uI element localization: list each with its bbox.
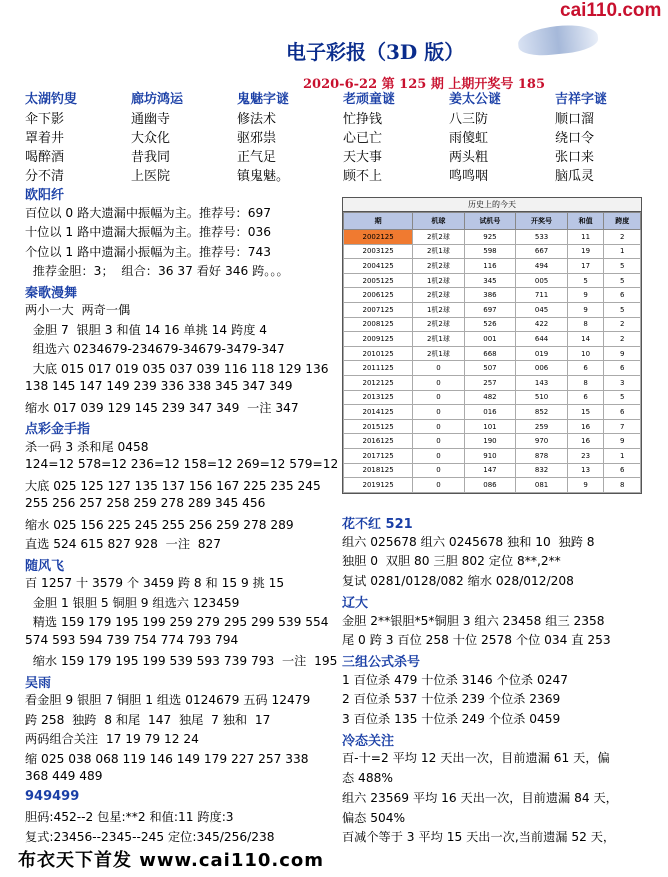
table-cell: 2机1球 <box>413 332 464 347</box>
riddle-item: 伞下影 <box>25 112 65 127</box>
table-cell: 925 <box>464 230 516 245</box>
table-cell: 2009125 <box>344 332 413 347</box>
table-cell: 2006125 <box>344 288 413 303</box>
table-cell: 9 <box>604 434 641 449</box>
table-cell: 5 <box>604 273 641 288</box>
text-line: 复式:23456--2345--245 定位:345/256/238 <box>25 829 275 844</box>
riddle-item: 罩着井 <box>25 131 65 146</box>
table-header-cell: 机球 <box>413 213 464 230</box>
table-row <box>344 448 641 463</box>
table-row <box>344 244 641 259</box>
table-row <box>344 419 641 434</box>
table-cell: 147 <box>464 463 516 478</box>
riddle-item: 分不清 <box>25 169 65 184</box>
text-line: 百减个等于 3 平均 15 天出一次,当前遗漏 52 天， <box>342 830 616 845</box>
text-line: 大底 015 017 019 035 037 039 116 118 129 136 <box>25 361 329 376</box>
table-cell: 0 <box>413 434 464 449</box>
text-line: 复试 0281/0128/082 缩水 028/012/208 <box>342 574 574 589</box>
table-cell: 0 <box>413 448 464 463</box>
table-row <box>344 346 641 361</box>
text-line: 组选六 0234679-234679-34679-3479-347 <box>25 342 285 356</box>
table-header-cell: 试机号 <box>464 213 516 230</box>
table-cell: 2013125 <box>344 390 413 405</box>
table-cell: 0 <box>413 390 464 405</box>
text-line: 金胆 2**银胆*5*铜胆 3 组六 23458 组三 2358 <box>342 613 605 628</box>
riddle-author: 鬼魅字谜 <box>237 92 290 107</box>
table-cell: 910 <box>464 448 516 463</box>
table-cell: 2机2球 <box>413 317 464 332</box>
text-line: 胆码:452--2 包星:**2 和值:11 跨度:3 <box>25 810 234 824</box>
table-row <box>344 463 641 478</box>
section-heading: 点彩金手指 <box>25 422 91 437</box>
table-cell: 14 <box>567 332 604 347</box>
table-cell: 101 <box>464 419 516 434</box>
table-cell: 005 <box>516 273 568 288</box>
table-cell: 23 <box>567 448 604 463</box>
text-line: 124=12 578=12 236=12 158=12 269=12 579=12 <box>25 457 339 471</box>
text-line: 大底 025 125 127 135 137 156 167 225 235 245 <box>25 478 321 493</box>
table-cell: 6 <box>567 361 604 376</box>
section-heading: 949499 <box>25 788 80 804</box>
text-line: 缩水 025 156 225 245 255 256 259 278 289 <box>25 517 294 532</box>
table-cell: 1机2球 <box>413 302 464 317</box>
table-cell: 644 <box>516 332 568 347</box>
table-cell: 2008125 <box>344 317 413 332</box>
text-line: 偏态 504% <box>342 810 406 825</box>
table-cell: 2机2球 <box>413 259 464 274</box>
table-cell: 19 <box>567 244 604 259</box>
table-cell: 2机2球 <box>413 230 464 245</box>
table-row <box>344 375 641 390</box>
riddle-item: 张口来 <box>555 150 595 165</box>
table-cell: 5 <box>567 273 604 288</box>
section-heading: 秦歌漫舞 <box>25 285 78 301</box>
riddle-author: 老顽童谜 <box>343 92 396 107</box>
table-cell: 711 <box>516 288 568 303</box>
text-line: 独胆 0 双胆 80 三胆 802 定位 8**,2** <box>342 554 561 569</box>
table-cell: 11 <box>567 230 604 245</box>
table-cell: 019 <box>516 346 568 361</box>
section-heading: 花不红 521 <box>342 517 413 532</box>
riddle-column <box>237 90 289 186</box>
table-cell: 6 <box>604 463 641 478</box>
section-heading: 吴雨 <box>25 675 52 691</box>
riddle-item: 通幽寺 <box>131 112 171 127</box>
table-cell: 667 <box>516 244 568 259</box>
table-cell: 507 <box>464 361 516 376</box>
riddle-item: 心已亡 <box>343 131 383 146</box>
table-cell: 9 <box>567 302 604 317</box>
text-line: 直选 524 615 827 928 一注 827 <box>25 537 222 551</box>
riddle-author: 太湖钓叟 <box>25 92 78 107</box>
text-line: 十位以 1 路中遗漏大振幅为主。推荐号：036 <box>25 225 271 239</box>
text-line: 尾 0 跨 3 百位 258 十位 2578 个位 034 直 253 <box>342 633 611 648</box>
text-line: 百位以 0 路大遗漏中振幅为主。推荐号：697 <box>25 205 271 220</box>
riddle-item: 大众化 <box>131 131 171 146</box>
riddle-item: 雨傻虹 <box>449 131 489 146</box>
riddle-item: 忙挣钱 <box>343 112 383 127</box>
table-cell: 9 <box>604 346 641 361</box>
riddle-item: 昔我同 <box>131 150 171 165</box>
table-cell: 852 <box>516 405 568 420</box>
riddle-item: 顾不上 <box>343 169 383 184</box>
table-cell: 970 <box>516 434 568 449</box>
text-line: 态 488% <box>342 771 393 786</box>
table-cell: 2 <box>604 230 641 245</box>
table-cell: 045 <box>516 302 568 317</box>
riddle-item: 八三防 <box>449 112 489 127</box>
footer-banner: 布衣天下首发 www.cai110.com <box>18 850 325 871</box>
riddle-column <box>449 90 501 186</box>
table-cell: 6 <box>567 390 604 405</box>
table-cell: 13 <box>567 463 604 478</box>
table-cell: 9 <box>567 288 604 303</box>
riddle-item: 天大事 <box>343 150 383 165</box>
text-line: 推荐金胆：3； 组合：36 37 看好 346 跨。。。 <box>25 264 289 278</box>
table-cell: 7 <box>604 419 641 434</box>
section-heading: 随风飞 <box>25 558 65 574</box>
table-cell: 345 <box>464 273 516 288</box>
text-line: 缩水 017 039 129 145 239 347 349 一注 347 <box>25 400 299 415</box>
history-table-panel <box>342 197 642 494</box>
text-line: 百 1257 十 3579 个 3459 跨 8 和 15 9 挑 15 <box>25 576 285 590</box>
table-row <box>344 405 641 420</box>
text-line: 两码组合关注 17 19 79 12 24 <box>25 732 199 746</box>
table-cell: 1机2球 <box>413 273 464 288</box>
text-line: 1 百位杀 479 十位杀 3146 个位杀 0247 <box>342 672 568 687</box>
table-row <box>344 361 641 376</box>
text-line: 杀一码 3 杀和尾 0458 <box>25 439 149 454</box>
table-cell: 2012125 <box>344 375 413 390</box>
riddle-author: 姜太公谜 <box>449 92 502 107</box>
table-cell: 0 <box>413 405 464 420</box>
table-cell: 0 <box>413 478 464 493</box>
table-cell: 2019125 <box>344 478 413 493</box>
table-cell: 2 <box>604 332 641 347</box>
table-row <box>344 434 641 449</box>
text-line: 精选 159 179 195 199 259 279 295 299 539 554 <box>25 615 329 629</box>
table-cell: 422 <box>516 317 568 332</box>
riddle-item: 上医院 <box>131 169 171 184</box>
table-cell: 832 <box>516 463 568 478</box>
text-line: 368 449 489 <box>25 769 103 783</box>
text-line: 百-十=2 平均 12 天出一次，目前遗漏 61 天，偏 <box>342 751 610 766</box>
section-heading: 三组公式杀号 <box>342 654 421 670</box>
table-cell: 0 <box>413 419 464 434</box>
table-cell: 3 <box>604 375 641 390</box>
table-cell: 259 <box>516 419 568 434</box>
table-cell: 0 <box>413 361 464 376</box>
history-title: 历史上的今天 <box>343 198 641 212</box>
table-cell: 6 <box>604 405 641 420</box>
table-cell: 2003125 <box>344 244 413 259</box>
text-line: 跨 258 独跨 8 和尾 147 独尾 7 独和 17 <box>25 712 271 727</box>
text-line: 金胆 7 银胆 3 和值 14 16 单挑 14 跨度 4 <box>25 322 268 337</box>
table-cell: 2018125 <box>344 463 413 478</box>
table-cell: 8 <box>604 478 641 493</box>
riddle-item: 修法术 <box>237 112 277 127</box>
table-row <box>344 390 641 405</box>
table-cell: 5 <box>604 259 641 274</box>
text-line: 574 593 594 739 754 774 793 794 <box>25 632 239 647</box>
text-line: 金胆 1 银胆 5 铜胆 9 组选六 123459 <box>25 595 240 610</box>
text-line: 缩 025 038 068 119 146 149 179 227 257 338 <box>25 751 309 766</box>
table-row <box>344 332 641 347</box>
text-line: 缩水 159 179 195 199 539 593 739 793 一注 195 <box>25 654 338 668</box>
table-row <box>344 273 641 288</box>
table-cell: 16 <box>567 419 604 434</box>
table-cell: 2 <box>604 317 641 332</box>
table-cell: 386 <box>464 288 516 303</box>
text-line: 138 145 147 149 239 336 338 345 347 349 <box>25 379 293 393</box>
table-cell: 2011125 <box>344 361 413 376</box>
table-cell: 6 <box>604 361 641 376</box>
table-cell: 1 <box>604 448 641 463</box>
table-cell: 16 <box>567 434 604 449</box>
table-cell: 0 <box>413 463 464 478</box>
text-line: 组六 23569 平均 16 天出一次，目前遗漏 84 天， <box>342 790 618 805</box>
logo-graphic <box>517 22 599 58</box>
riddle-item: 两头粗 <box>449 150 489 165</box>
table-row <box>344 259 641 274</box>
table-cell: 15 <box>567 405 604 420</box>
riddle-item: 正气足 <box>237 150 277 165</box>
page-title: 电子彩报（3D 版） <box>286 40 465 64</box>
text-line: 两小一大 两奇一偶 <box>25 303 131 317</box>
table-cell: 190 <box>464 434 516 449</box>
table-cell: 2016125 <box>344 434 413 449</box>
section-heading: 辽大 <box>342 595 369 611</box>
table-cell: 8 <box>567 317 604 332</box>
riddle-item: 驱邪祟 <box>237 131 277 146</box>
table-cell: 016 <box>464 405 516 420</box>
riddle-column <box>555 90 607 186</box>
issue-line: 2020-6-22 第 125 期 上期开奖号 185 <box>303 77 546 92</box>
table-cell: 10 <box>567 346 604 361</box>
table-row <box>344 230 641 245</box>
table-row <box>344 302 641 317</box>
riddle-author: 廊坊鸿运 <box>131 92 184 107</box>
riddle-column <box>25 90 77 186</box>
table-cell: 17 <box>567 259 604 274</box>
table-cell: 5 <box>604 390 641 405</box>
table-cell: 5 <box>604 302 641 317</box>
table-cell: 6 <box>604 288 641 303</box>
table-cell: 2010125 <box>344 346 413 361</box>
table-cell: 2004125 <box>344 259 413 274</box>
table-cell: 006 <box>516 361 568 376</box>
table-row <box>344 288 641 303</box>
riddle-item: 脑瓜灵 <box>555 169 595 184</box>
text-line: 2 百位杀 537 十位杀 239 个位杀 2369 <box>342 692 561 707</box>
table-cell: 116 <box>464 259 516 274</box>
text-line: 个位以 1 路中遗漏小振幅为主。推荐号：743 <box>25 244 271 259</box>
table-cell: 494 <box>516 259 568 274</box>
table-cell: 001 <box>464 332 516 347</box>
riddle-item: 镇鬼魅。 <box>237 169 290 184</box>
table-cell: 2015125 <box>344 419 413 434</box>
table-header-cell: 期 <box>344 213 413 230</box>
table-cell: 2机2球 <box>413 288 464 303</box>
table-cell: 2014125 <box>344 405 413 420</box>
riddle-item: 鸣鸣咽 <box>449 169 489 184</box>
table-header-cell: 和值 <box>567 213 604 230</box>
text-line: 255 256 257 258 259 278 289 345 456 <box>25 496 266 510</box>
text-line: 看金胆 9 银胆 7 铜胆 1 组选 0124679 五码 12479 <box>25 693 311 707</box>
table-row <box>344 478 641 493</box>
table-cell: 2002125 <box>344 230 413 245</box>
table-cell: 598 <box>464 244 516 259</box>
riddle-item: 喝醉酒 <box>25 150 65 165</box>
table-cell: 2005125 <box>344 273 413 288</box>
table-cell: 0 <box>413 375 464 390</box>
site-logo[interactable]: cai110.com <box>560 0 662 21</box>
table-cell: 143 <box>516 375 568 390</box>
riddle-item: 绕口令 <box>555 131 595 146</box>
table-cell: 8 <box>567 375 604 390</box>
table-cell: 697 <box>464 302 516 317</box>
table-cell: 086 <box>464 478 516 493</box>
table-header-cell: 开奖号 <box>516 213 568 230</box>
riddle-author: 吉祥字谜 <box>555 92 608 107</box>
table-cell: 668 <box>464 346 516 361</box>
section-heading: 冷态关注 <box>342 733 395 749</box>
table-cell: 2机1球 <box>413 346 464 361</box>
text-line: 3 百位杀 135 十位杀 249 个位杀 0459 <box>342 712 561 726</box>
riddle-column <box>343 90 395 186</box>
table-cell: 2机1球 <box>413 244 464 259</box>
table-cell: 2017125 <box>344 448 413 463</box>
section-heading: 欧阳纤 <box>25 188 65 203</box>
table-cell: 482 <box>464 390 516 405</box>
riddle-column <box>131 90 183 186</box>
text-line: 组六 025678 组六 0245678 独和 10 独跨 8 <box>342 534 595 549</box>
table-cell: 526 <box>464 317 516 332</box>
table-cell: 081 <box>516 478 568 493</box>
table-cell: 878 <box>516 448 568 463</box>
table-cell: 257 <box>464 375 516 390</box>
table-row <box>344 317 641 332</box>
table-cell: 9 <box>567 478 604 493</box>
table-cell: 1 <box>604 244 641 259</box>
table-cell: 2007125 <box>344 302 413 317</box>
table-header-cell: 跨度 <box>604 213 641 230</box>
history-table <box>343 212 641 493</box>
table-cell: 533 <box>516 230 568 245</box>
table-cell: 510 <box>516 390 568 405</box>
riddle-item: 顺口溜 <box>555 112 595 127</box>
